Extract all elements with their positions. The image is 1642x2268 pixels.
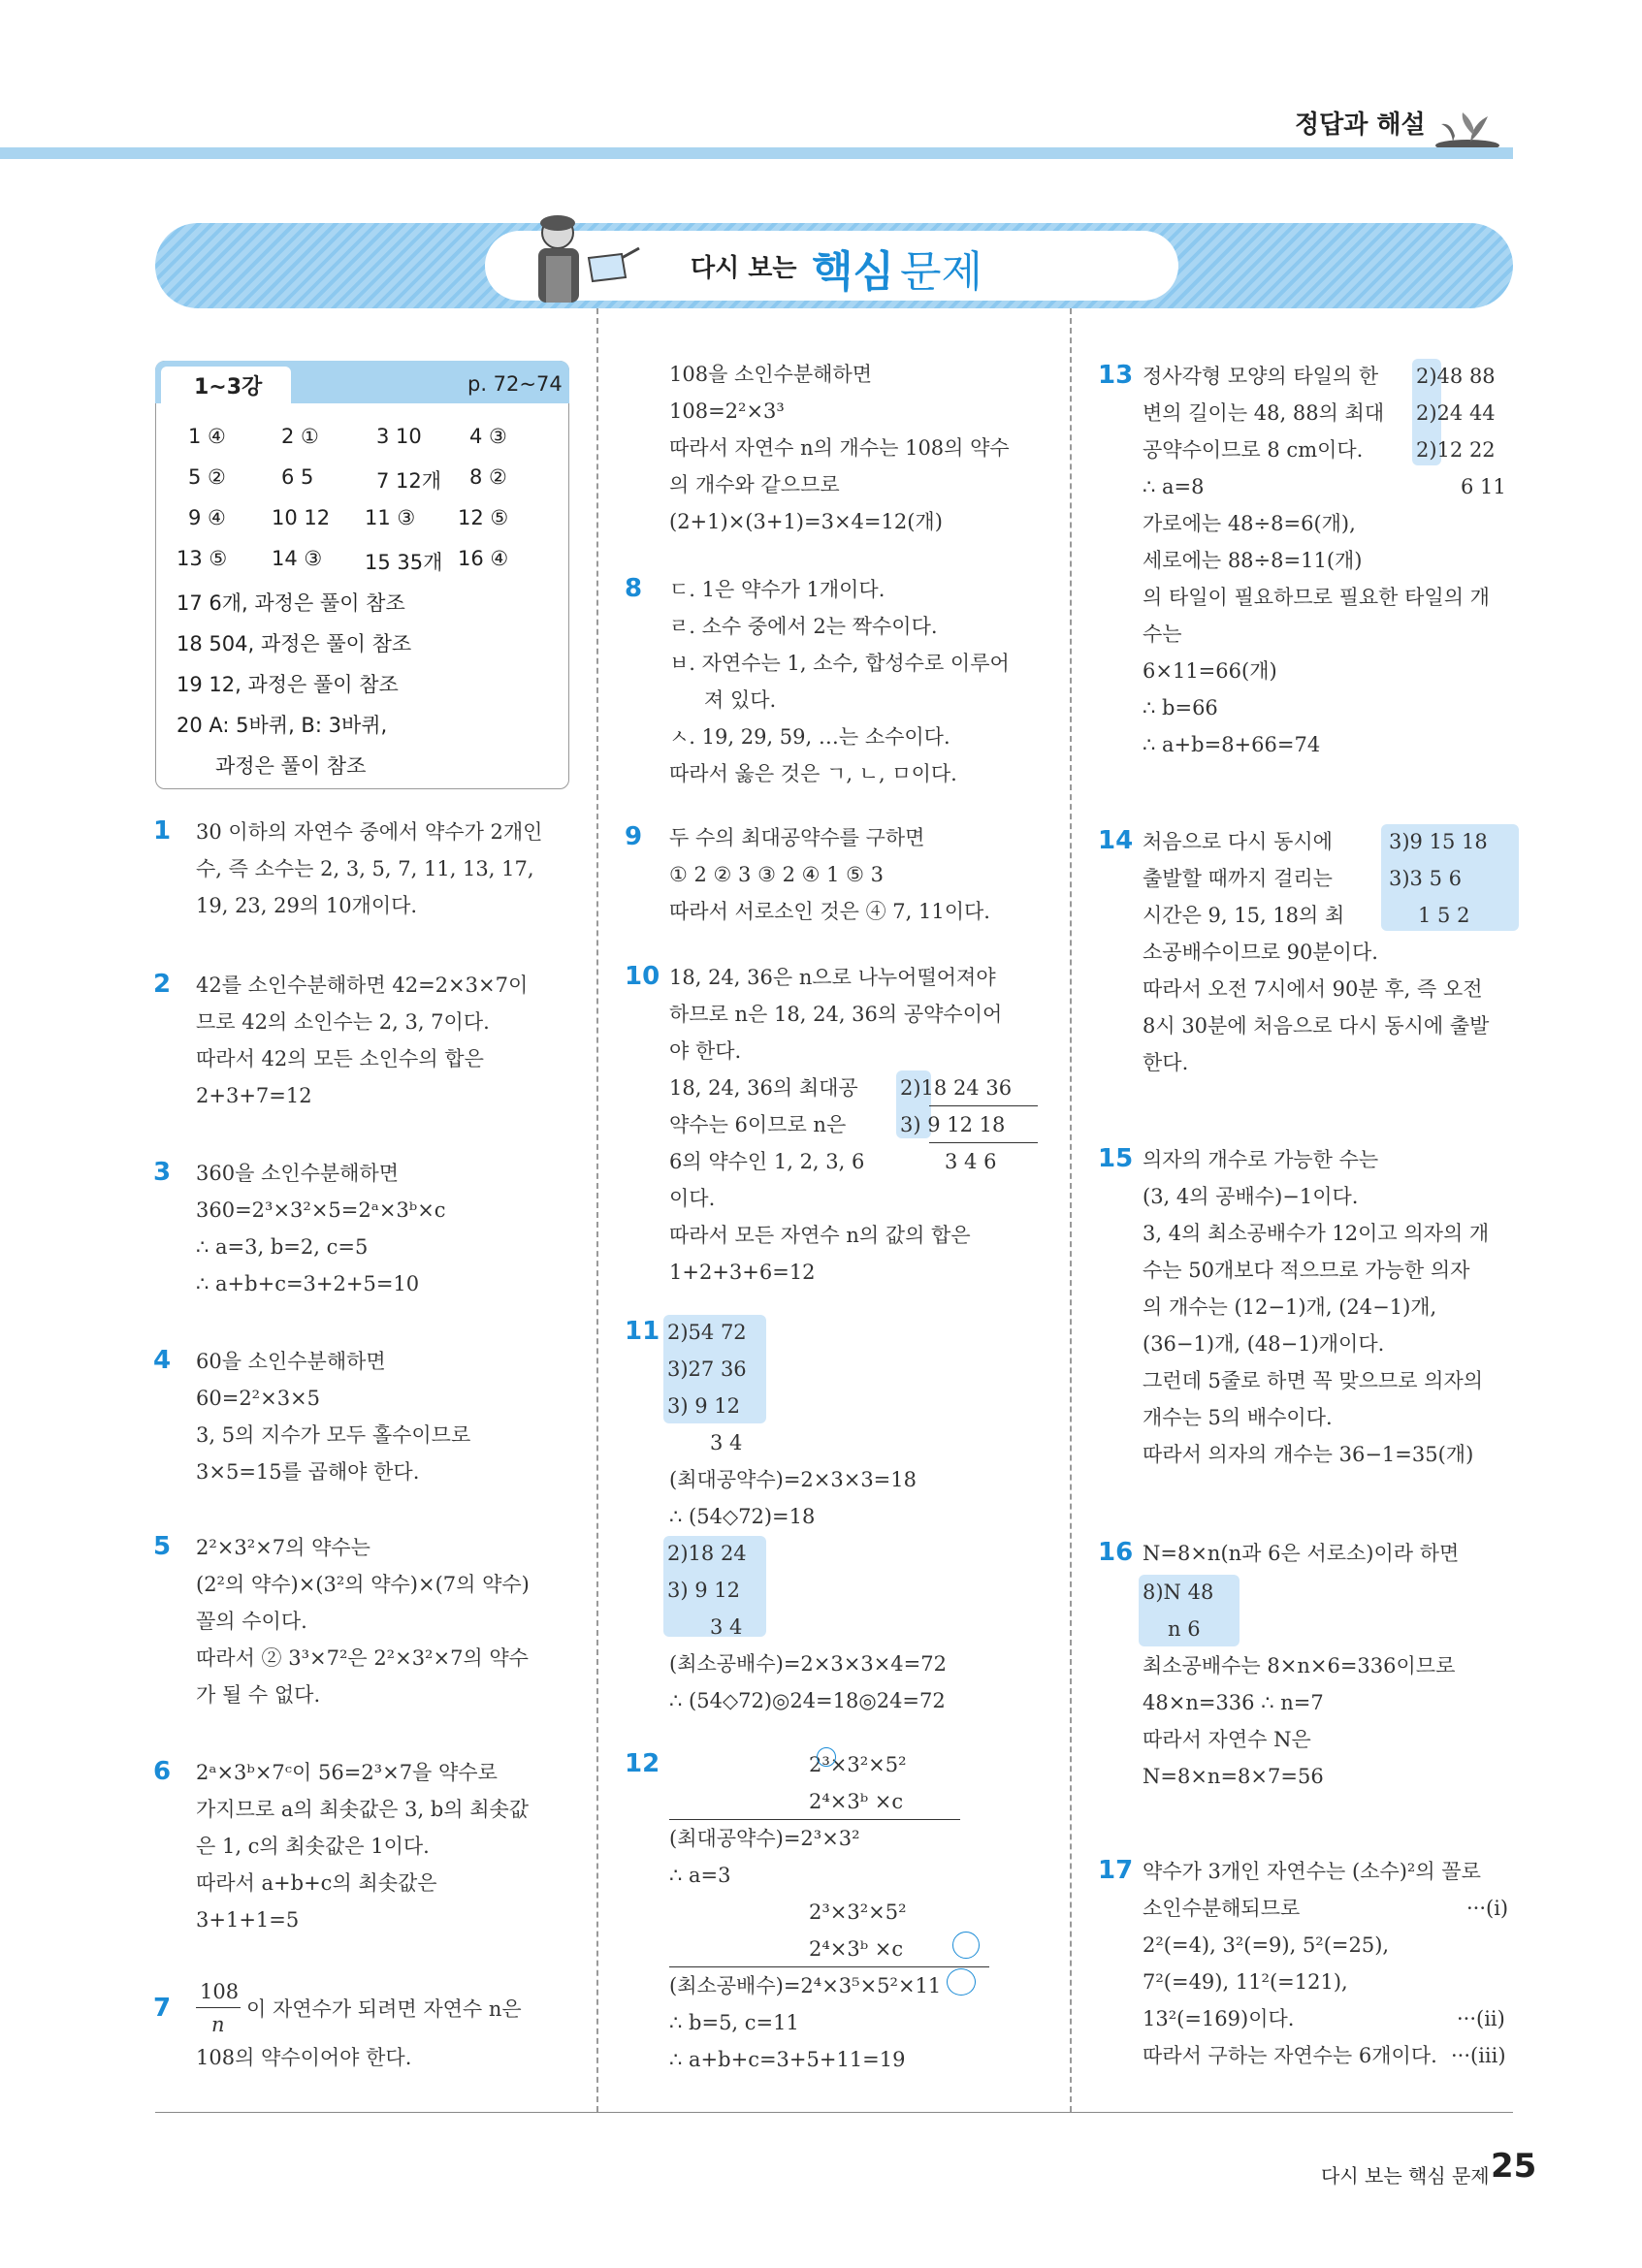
solution-line: ㄷ. 1은 약수가 1개이다. bbox=[669, 578, 885, 601]
column-divider bbox=[1070, 308, 1072, 2112]
division-line: 2)18 24 36 bbox=[900, 1076, 1013, 1100]
solution-line: 따라서 ② 3³×7²은 2²×3²×7의 약수 bbox=[196, 1646, 529, 1670]
solution-line: 처음으로 다시 동시에 bbox=[1143, 830, 1333, 853]
solution-line: (최소공배수)=2⁴×3⁵×5²×11 bbox=[669, 1974, 942, 1997]
solution-line: 의 개수와 같으므로 bbox=[669, 473, 840, 496]
solution-line: 2³×3²×5² bbox=[809, 1753, 907, 1776]
answer-item: 14 ③ bbox=[272, 547, 323, 570]
answer-item: 18 504, 과정은 풀이 참조 bbox=[177, 632, 412, 655]
answer-item: 8 ② bbox=[469, 465, 507, 489]
solution-line: (최대공약수)=2×3×3=18 bbox=[669, 1468, 918, 1491]
solution-line: (2+1)×(3+1)=3×4=12(개) bbox=[669, 510, 943, 533]
solution-line: (36−1)개, (48−1)개이다. bbox=[1143, 1332, 1385, 1356]
solution-line: 가지므로 a의 최솟값은 3, b의 최솟값 bbox=[196, 1798, 530, 1821]
banner-subtitle: 다시 보는 bbox=[691, 254, 797, 283]
solution-line: 수는 50개보다 적으므로 가능한 의자 bbox=[1143, 1259, 1470, 1282]
division-line: 2)54 72 bbox=[667, 1321, 747, 1344]
question-number: 6 bbox=[153, 1757, 172, 1786]
question-number: 13 bbox=[1098, 361, 1134, 390]
answer-item: 9 ④ bbox=[188, 506, 226, 529]
solution-line: 3, 4의 최소공배수가 12이고 의자의 개 bbox=[1143, 1222, 1490, 1245]
solution-line: 꼴의 수이다. bbox=[196, 1610, 307, 1633]
solution-line: (최대공약수)=2³×3² bbox=[669, 1827, 860, 1850]
solution-line: ∴ (54◇72)=18 bbox=[669, 1505, 816, 1528]
solution-line: ∴ a=8 bbox=[1143, 475, 1205, 498]
solution-line: 따라서 오전 7시에서 90분 후, 즉 오전 bbox=[1143, 977, 1483, 1001]
solution-line: 2⁴×3ᵇ ×c bbox=[809, 1790, 904, 1813]
solution-line: ∴ a+b+c=3+2+5=10 bbox=[196, 1272, 420, 1295]
answer-item: 3 10 bbox=[376, 425, 422, 448]
division-line: 2)18 24 bbox=[667, 1542, 747, 1565]
solution-line: 소인수분해되므로 bbox=[1143, 1897, 1301, 1920]
question-number: 14 bbox=[1098, 826, 1134, 855]
solution-line: 6×11=66(개) bbox=[1143, 659, 1277, 683]
solution-line: 개수는 5의 배수이다. bbox=[1143, 1406, 1333, 1429]
section-title: 정답과 해설 bbox=[1295, 111, 1426, 140]
solution-line: 360을 소인수분해하면 bbox=[196, 1162, 400, 1185]
solution-line: 정사각형 모양의 타일의 한 bbox=[1143, 365, 1379, 388]
fraction-numerator: 108 bbox=[200, 1980, 240, 2003]
division-line: n 6 bbox=[1168, 1617, 1201, 1641]
answer-item: 6 5 bbox=[281, 465, 314, 489]
division-line: 2)48 88 bbox=[1416, 365, 1496, 388]
solution-line: 공약수이므로 8 cm이다. bbox=[1143, 438, 1364, 462]
solution-line: 야 한다. bbox=[669, 1039, 742, 1063]
division-line: 3 4 bbox=[710, 1431, 743, 1454]
division-line: 3) 9 12 bbox=[667, 1394, 740, 1418]
solution-line: 2+3+7=12 bbox=[196, 1084, 312, 1107]
question-number: 2 bbox=[153, 970, 172, 999]
footer-rule bbox=[155, 2112, 1513, 2113]
division-line: 8)N 48 bbox=[1143, 1581, 1214, 1604]
division-bar bbox=[929, 1105, 1038, 1106]
division-line: 3) 9 12 bbox=[667, 1579, 740, 1602]
division-line: 3 4 bbox=[710, 1615, 743, 1639]
solution-line: 108을 소인수분해하면 bbox=[669, 363, 873, 386]
solution-line: ㅂ. 자연수는 1, 소수, 합성수로 이루어 bbox=[669, 652, 1010, 675]
header-bar-end bbox=[1501, 147, 1513, 159]
solution-line: 108=2²×3³ bbox=[669, 399, 785, 423]
solution-line: 18, 24, 36은 n으로 나누어떨어져야 bbox=[669, 966, 996, 989]
fraction-bar bbox=[196, 2007, 241, 2008]
fraction-denominator: n bbox=[211, 2013, 225, 2036]
question-number: 10 bbox=[625, 962, 660, 991]
solution-line: 져 있다. bbox=[704, 688, 777, 712]
answer-item: 16 ④ bbox=[458, 547, 509, 570]
answer-item: 19 12, 과정은 풀이 참조 bbox=[177, 673, 399, 696]
answer-item: 과정은 풀이 참조 bbox=[215, 754, 367, 778]
solution-line: ㄹ. 소수 중에서 2는 짝수이다. bbox=[669, 615, 938, 638]
answer-item: 1 ④ bbox=[188, 425, 226, 448]
solution-line: 최소공배수는 8×n×6=336이므로 bbox=[1143, 1654, 1456, 1677]
division-line: 3 4 6 bbox=[945, 1150, 997, 1173]
question-number: 1 bbox=[153, 816, 172, 846]
question-number: 11 bbox=[625, 1317, 660, 1346]
question-number: 3 bbox=[153, 1158, 172, 1187]
factor-circle bbox=[952, 1932, 980, 1959]
solution-line: 2²(=4), 3²(=9), 5²(=25), bbox=[1143, 1933, 1390, 1957]
solution-line: 따라서 a+b+c의 최솟값은 bbox=[196, 1871, 437, 1895]
solution-line: 2³×3²×5² bbox=[809, 1901, 907, 1924]
solution-line: 30 이하의 자연수 중에서 약수가 2개인 bbox=[196, 820, 543, 844]
solution-line: 그런데 5줄로 하면 꼭 맞으므로 의자의 bbox=[1143, 1369, 1484, 1392]
solution-line: 2ᵃ×3ᵇ×7ᶜ이 56=2³×7을 약수로 bbox=[196, 1761, 498, 1784]
solution-line: (최소공배수)=2×3×3×4=72 bbox=[669, 1652, 947, 1676]
solution-line: 13²(=169)이다. bbox=[1143, 2007, 1295, 2030]
solution-line: 19, 23, 29의 10개이다. bbox=[196, 894, 418, 917]
question-number: 12 bbox=[625, 1749, 660, 1778]
solution-line: 3×5=15를 곱해야 한다. bbox=[196, 1460, 420, 1484]
answer-item: 20 A: 5바퀴, B: 3바퀴, bbox=[177, 714, 388, 737]
solution-line: 수, 즉 소수는 2, 3, 5, 7, 11, 13, 17, bbox=[196, 857, 534, 880]
solution-line: 따라서 옳은 것은 ㄱ, ㄴ, ㅁ이다. bbox=[669, 762, 957, 785]
solution-line: ∴ (54◇72)◎24=18◎24=72 bbox=[669, 1689, 946, 1712]
solution-line: ∴ b=66 bbox=[1143, 696, 1218, 719]
sprout-icon bbox=[1433, 107, 1501, 151]
division-line: 2)24 44 bbox=[1416, 401, 1496, 425]
solution-line: 소공배수이므로 90분이다. bbox=[1143, 941, 1378, 964]
division-line: 2)12 22 bbox=[1416, 438, 1496, 462]
solution-line: 따라서 모든 자연수 n의 값의 합은 bbox=[669, 1224, 971, 1247]
answer-item: 2 ① bbox=[281, 425, 319, 448]
step-marker: ···(ii) bbox=[1457, 2007, 1505, 2030]
solution-line: 60=2²×3×5 bbox=[196, 1387, 321, 1410]
division-line: 1 5 2 bbox=[1418, 904, 1470, 927]
solution-line: 따라서 의자의 개수는 36−1=35(개) bbox=[1143, 1443, 1474, 1466]
solution-line: 7²(=49), 11²(=121), bbox=[1143, 1970, 1348, 1994]
solution-line: ∴ a=3, b=2, c=5 bbox=[196, 1235, 369, 1259]
solution-line: 360=2³×3²×5=2ᵃ×3ᵇ×c bbox=[196, 1198, 446, 1222]
factor-circle bbox=[947, 1968, 976, 1996]
solution-line: 하므로 n은 18, 24, 36의 공약수이어 bbox=[669, 1003, 1003, 1026]
solution-line: ∴ a+b+c=3+5+11=19 bbox=[669, 2048, 906, 2071]
solution-line: (2²의 약수)×(3²의 약수)×(7의 약수) bbox=[196, 1573, 530, 1596]
division-line: 3)9 15 18 bbox=[1389, 830, 1488, 853]
solution-line: 이다. bbox=[669, 1187, 716, 1210]
solution-line: 3, 5의 지수가 모두 홀수이므로 bbox=[196, 1423, 471, 1447]
solution-line: 수는 bbox=[1143, 623, 1182, 646]
solution-line: 은 1, c의 최솟값은 1이다. bbox=[196, 1835, 430, 1858]
solution-line: 18, 24, 36의 최대공 bbox=[669, 1076, 858, 1100]
solution-line: ㅅ. 19, 29, 59, …는 소수이다. bbox=[669, 725, 950, 749]
solution-line: 108의 약수이어야 한다. bbox=[196, 2046, 412, 2069]
solution-line: 2²×3²×7의 약수는 bbox=[196, 1536, 370, 1559]
solution-line: (3, 4의 공배수)−1이다. bbox=[1143, 1185, 1359, 1208]
exponent-circle bbox=[817, 1747, 836, 1767]
division-line: 3)27 36 bbox=[667, 1358, 747, 1381]
solution-line: 한다. bbox=[1143, 1051, 1189, 1074]
solution-line: 약수가 3개인 자연수는 (소수)²의 꼴로 bbox=[1143, 1860, 1481, 1883]
banner-title: 문제 bbox=[900, 247, 983, 297]
solution-line: 의 개수는 (12−1)개, (24−1)개, bbox=[1143, 1295, 1437, 1319]
solution-line: 세로에는 88÷8=11(개) bbox=[1143, 549, 1363, 572]
solution-line: 따라서 서로소인 것은 ④ 7, 11이다. bbox=[669, 900, 990, 923]
answer-item: 15 35개 bbox=[365, 551, 443, 574]
solution-line: 8시 30분에 처음으로 다시 동시에 출발 bbox=[1143, 1014, 1490, 1038]
solution-line: 의자의 개수로 가능한 수는 bbox=[1143, 1148, 1379, 1171]
solution-line: 6의 약수인 1, 2, 3, 6 bbox=[669, 1150, 865, 1173]
answer-item: 13 ⑤ bbox=[177, 547, 228, 570]
solution-line: 변의 길이는 48, 88의 최대 bbox=[1143, 401, 1385, 425]
answer-item: 5 ② bbox=[188, 465, 226, 489]
solution-line: 1+2+3+6=12 bbox=[669, 1261, 816, 1284]
solution-line: N=8×n(n과 6은 서로소)이라 하면 bbox=[1143, 1542, 1460, 1565]
solution-line: N=8×n=8×7=56 bbox=[1143, 1765, 1324, 1788]
solution-line: ① 2 ② 3 ③ 2 ④ 1 ⑤ 3 bbox=[669, 863, 885, 886]
solution-line: 42를 소인수분해하면 42=2×3×7이 bbox=[196, 974, 529, 997]
solution-line: 약수는 6이므로 n은 bbox=[669, 1113, 847, 1136]
division-bar bbox=[669, 1966, 989, 1967]
column-divider bbox=[596, 308, 598, 2112]
solution-line: ∴ a+b=8+66=74 bbox=[1143, 733, 1321, 756]
step-marker: ···(iii) bbox=[1451, 2044, 1506, 2067]
question-number: 7 bbox=[153, 1994, 172, 2023]
solution-line: 시간은 9, 15, 18의 최 bbox=[1143, 904, 1345, 927]
solution-line: 므로 42의 소인수는 2, 3, 7이다. bbox=[196, 1010, 490, 1034]
solution-line: 2⁴×3ᵇ ×c bbox=[809, 1937, 904, 1961]
division-line: 6 11 bbox=[1461, 475, 1506, 498]
question-number: 16 bbox=[1098, 1538, 1134, 1567]
lecture-label: 1~3강 bbox=[194, 375, 263, 399]
answer-item: 12 ⑤ bbox=[458, 506, 509, 529]
solution-line: 따라서 42의 모든 소인수의 합은 bbox=[196, 1047, 484, 1070]
answer-item: 17 6개, 과정은 풀이 참조 bbox=[177, 591, 405, 615]
footer-section-title: 다시 보는 핵심 문제 bbox=[1321, 2164, 1490, 2188]
solution-line: 두 수의 최대공약수를 구하면 bbox=[669, 826, 925, 849]
answer-item: 10 12 bbox=[272, 506, 331, 529]
solution-line: 따라서 자연수 n의 개수는 108의 약수 bbox=[669, 436, 1010, 460]
answer-item: 7 12개 bbox=[376, 469, 442, 493]
question-number: 5 bbox=[153, 1532, 172, 1561]
question-number: 4 bbox=[153, 1346, 172, 1375]
division-line: 3) 9 12 18 bbox=[900, 1113, 1006, 1136]
banner-title-emphasis: 핵심 bbox=[812, 247, 895, 297]
solution-line: 3+1+1=5 bbox=[196, 1908, 300, 1932]
gardener-illustration bbox=[529, 209, 645, 303]
solution-line: 가로에는 48÷8=6(개), bbox=[1143, 512, 1356, 535]
solution-line: ∴ b=5, c=11 bbox=[669, 2011, 799, 2034]
solution-line: 따라서 자연수 N은 bbox=[1143, 1728, 1311, 1751]
question-number: 8 bbox=[625, 574, 643, 603]
solution-line: ∴ a=3 bbox=[669, 1864, 731, 1887]
page-range: p. 72~74 bbox=[467, 372, 563, 396]
question-number: 9 bbox=[625, 822, 643, 851]
solution-line: 60을 소인수분해하면 bbox=[196, 1350, 386, 1373]
answer-item: 11 ③ bbox=[365, 506, 416, 529]
answer-item: 4 ③ bbox=[469, 425, 507, 448]
solution-line: 이 자연수가 되려면 자연수 n은 bbox=[246, 1997, 522, 2021]
question-number: 15 bbox=[1098, 1144, 1134, 1173]
division-bar bbox=[669, 1819, 960, 1820]
page-number: 25 bbox=[1491, 2147, 1537, 2186]
solution-line: 의 타일이 필요하므로 필요한 타일의 개 bbox=[1143, 586, 1490, 609]
solution-line: 48×n=336 ∴ n=7 bbox=[1143, 1691, 1324, 1714]
solution-line: 출발할 때까지 걸리는 bbox=[1143, 867, 1333, 890]
question-number: 17 bbox=[1098, 1856, 1134, 1885]
solution-line: 가 될 수 없다. bbox=[196, 1683, 321, 1707]
division-bar bbox=[929, 1142, 1038, 1143]
step-marker: ···(i) bbox=[1466, 1897, 1509, 1920]
header-bar bbox=[0, 147, 1513, 159]
division-line: 3)3 5 6 bbox=[1389, 867, 1462, 890]
solution-line: 따라서 구하는 자연수는 6개이다. bbox=[1143, 2044, 1437, 2067]
